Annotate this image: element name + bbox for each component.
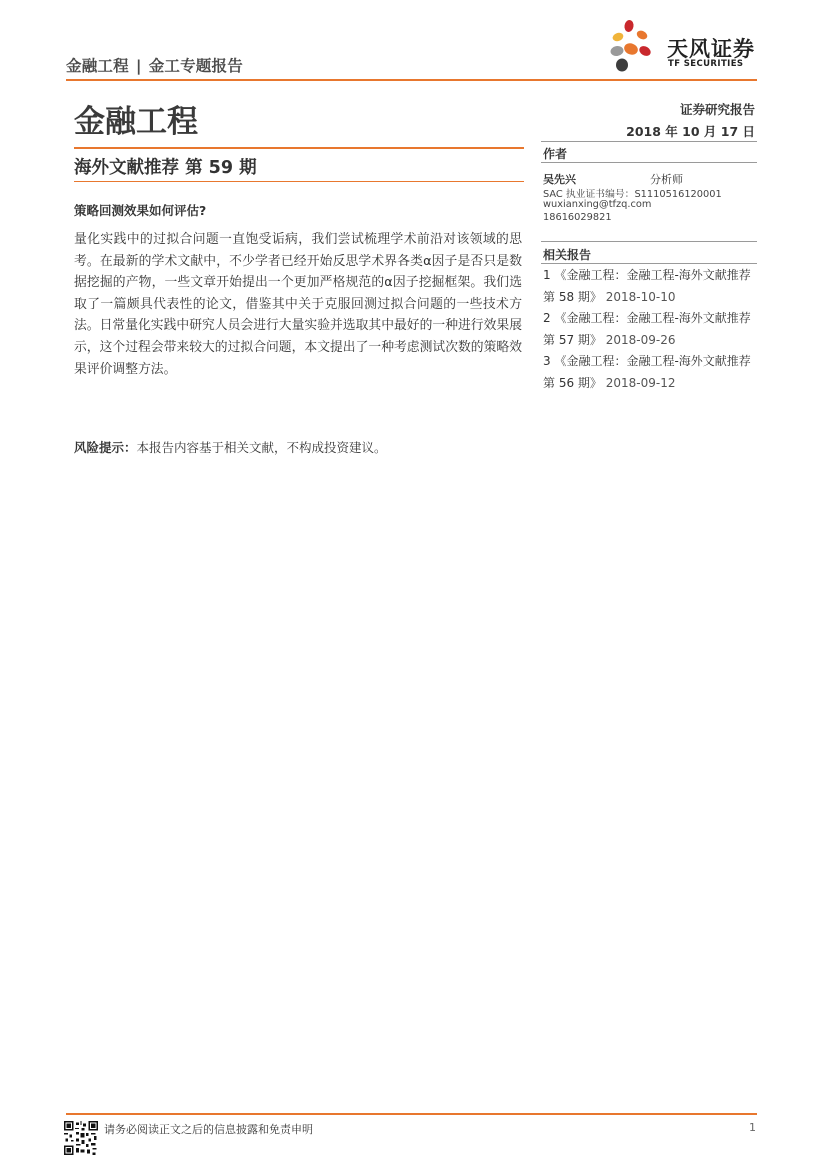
related-report-title: 1 《金融工程：金融工程-海外文献推荐 第 58 期》	[543, 268, 751, 304]
risk-label: 风险提示：	[74, 440, 137, 455]
report-title: 金融工程	[74, 104, 198, 140]
author-heading: 作者	[543, 147, 568, 161]
author-phone: 18616029821	[543, 212, 612, 223]
risk-notice	[74, 438, 387, 456]
author-name: 吴先兴	[543, 173, 576, 186]
related-report-item[interactable]	[543, 265, 759, 308]
related-report-date: 2018-10-10	[605, 289, 676, 304]
related-report-title: 3 《金融工程：金融工程-海外文献推荐 第 56 期》	[543, 354, 751, 390]
breadcrumb-category: 金工专题报告	[148, 57, 243, 75]
related-report-date: 2018-09-12	[605, 375, 676, 390]
disclaimer-notice: 请务必阅读正文之后的信息披露和免责申明	[104, 1123, 313, 1136]
section-question: 策略回测效果如何评估?	[74, 203, 207, 218]
report-date: 2018 年 10 月 17 日	[626, 124, 755, 139]
breadcrumb-section: 金融工程	[66, 57, 129, 75]
logo-name-en: TF SECURITIES	[668, 59, 744, 69]
report-subtitle: 海外文献推荐 第 59 期	[74, 158, 257, 178]
author-email[interactable]: wuxianxing@tfzq.com	[543, 199, 652, 210]
breadcrumb	[66, 54, 243, 76]
sidebar-rule	[541, 162, 757, 163]
related-report-item[interactable]	[543, 351, 759, 394]
report-type: 证券研究报告	[679, 102, 755, 117]
page-number: 1	[749, 1121, 756, 1134]
sidebar-rule	[541, 263, 757, 264]
summary-paragraph: 量化实践中的过拟合问题一直饱受诟病，我们尝试梳理学术前沿对该领域的思考。在最新的学术文献中，不少学者已经开始反思学术界各类α因子是否只是数据挖掘的产物，一些文章开始提出一个更加严格规范的α因子挖掘框架。我们选取了一篇颇具代表性的论文，借鉴其中关于克服回测过拟合问题的一些技术方法。日常量化实践中研究人员会进行大量实验并选取其中最好的一种进行效果展示，这个过程会带来较大的过拟合问题，本文提出了一种考虑测试次数的策略效果评价调整方法。	[74, 232, 522, 377]
sidebar-rule	[541, 241, 757, 242]
breadcrumb-separator: |	[135, 57, 142, 75]
related-report-item[interactable]	[543, 308, 759, 351]
sidebar-rule	[541, 141, 757, 142]
risk-text: 本报告内容基于相关文献，不构成投资建议。	[136, 440, 387, 455]
header-rule	[66, 79, 757, 81]
related-reports-heading: 相关报告	[543, 248, 592, 262]
subtitle-bottom-rule	[74, 181, 524, 182]
related-report-date: 2018-09-26	[605, 332, 676, 347]
related-report-title: 2 《金融工程：金融工程-海外文献推荐 第 57 期》	[543, 311, 751, 347]
qr-code-icon	[64, 1121, 98, 1155]
subtitle-top-rule	[74, 147, 524, 149]
footer-rule	[66, 1113, 757, 1115]
logo-name-cn: 天风证券	[667, 37, 755, 61]
author-role: 分析师	[650, 173, 683, 186]
author-sac-number: SAC 执业证书编号：S1110516120001	[543, 189, 722, 200]
